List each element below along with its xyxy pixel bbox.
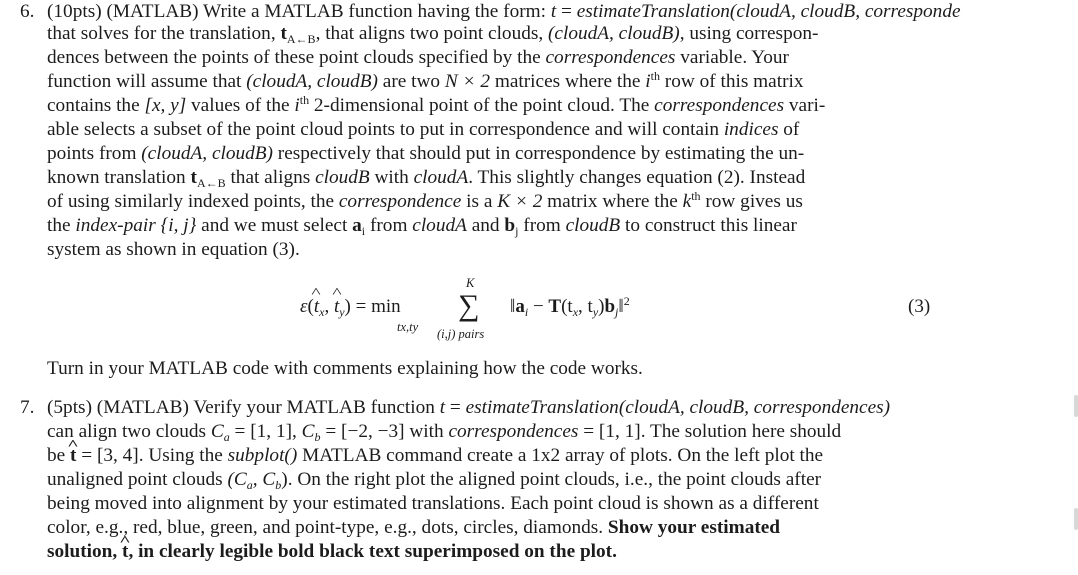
- paren: ): [598, 296, 605, 317]
- superscript: th: [299, 93, 310, 107]
- text: able selects a subset of the point cloud points to put in correspondence and will contain: [47, 119, 724, 140]
- text: be: [47, 445, 71, 466]
- norm: ‖: [618, 296, 624, 317]
- math: index-pair: [75, 215, 156, 236]
- math: K × 2: [497, 191, 543, 212]
- math: i: [645, 71, 651, 92]
- text: respectively that should put in correspondence by estimating the un-: [272, 143, 805, 164]
- t-hat-y: ^ t: [334, 296, 339, 318]
- minus: −: [528, 296, 549, 317]
- p6-l1-prefix: (10pts) (MATLAB) Write a MATLAB function having the form:: [47, 1, 551, 22]
- p6-line-6: [47, 118, 799, 142]
- a-vector: a: [352, 215, 362, 236]
- text: and we must select: [196, 215, 353, 236]
- text: ). On the right plot the aligned point clouds, i.e., the point clouds after: [281, 469, 822, 490]
- math: (C: [227, 469, 247, 490]
- math: {i, j}: [155, 215, 197, 236]
- text: the: [47, 215, 76, 236]
- subscript: a: [246, 478, 253, 492]
- text: , that aligns two point clouds,: [315, 23, 548, 44]
- math: cloudA: [413, 167, 469, 188]
- text: with: [369, 167, 414, 188]
- bold-text: solution,: [47, 541, 123, 562]
- p7-line-2: [47, 420, 841, 444]
- p7-line-1: [20, 396, 890, 420]
- equation-3: [300, 276, 940, 346]
- equation-label: (3): [908, 296, 931, 317]
- args: , t: [578, 296, 593, 317]
- text: variable. Your: [675, 47, 789, 68]
- p6-line-8: [47, 166, 805, 190]
- t-vector: t: [190, 167, 197, 188]
- text: of using similarly indexed points, the: [47, 191, 339, 212]
- text: is a: [461, 191, 498, 212]
- p6-line-9: [47, 190, 803, 214]
- min-operator: min: [371, 296, 401, 317]
- superscript: th: [650, 69, 660, 83]
- math: cloudB: [565, 215, 621, 236]
- subscript: a: [223, 430, 230, 444]
- text: dences between the points of these point clouds specified by the: [47, 47, 546, 68]
- subscript: A←B: [286, 32, 316, 46]
- text: can align two clouds: [47, 421, 211, 442]
- math: i: [294, 95, 300, 116]
- text: and: [466, 215, 505, 236]
- p6-l1-t: t: [550, 1, 557, 22]
- subscript: x: [572, 305, 579, 319]
- b-vector: b: [604, 296, 616, 317]
- text: known translation: [47, 167, 191, 188]
- args: (t: [561, 296, 573, 317]
- math: C: [210, 421, 224, 442]
- math: (cloudA, cloudB, correspondences): [618, 397, 891, 418]
- text: . This slightly changes equation (2). Instead: [468, 167, 806, 188]
- math: indices: [723, 119, 779, 140]
- norm: ‖: [510, 296, 516, 317]
- bold-text: Show your estimated: [607, 517, 781, 538]
- a-vector: a: [515, 296, 525, 317]
- subscript: i: [524, 305, 529, 319]
- p6-l1-func: estimateTranslation: [576, 1, 730, 22]
- min-subscript: tx,ty: [397, 320, 419, 334]
- t-vector: t: [280, 23, 287, 44]
- t-hat: ^ t: [122, 540, 128, 564]
- math: (cloudA, cloudB): [246, 71, 378, 92]
- text: =: [445, 397, 466, 418]
- sum-upper-limit: K: [466, 276, 475, 290]
- scroll-marker: [1074, 508, 1078, 530]
- p6-line-2: [47, 22, 818, 46]
- p6-line-7: [47, 142, 804, 166]
- math: (cloudA, cloudB): [548, 23, 680, 44]
- p6-number: 6.: [20, 1, 35, 22]
- equals: ) =: [344, 296, 372, 317]
- subscript: A←B: [196, 176, 226, 190]
- text: that solves for the translation,: [47, 23, 281, 44]
- math: cloudB: [315, 167, 370, 188]
- text: = [1, 1],: [229, 421, 302, 442]
- p6-l1-eq: =: [556, 1, 577, 22]
- turn-in-text: Turn in your MATLAB code with comments explaining how the code works.: [47, 358, 643, 379]
- math: correspondences: [545, 47, 676, 68]
- b-vector: b: [504, 215, 516, 236]
- text: values of the: [186, 95, 295, 116]
- math: correspondences: [448, 421, 579, 442]
- math: estimateTranslation: [465, 397, 619, 418]
- text: from: [518, 215, 566, 236]
- subscript: x: [319, 305, 325, 319]
- subscript: y: [339, 305, 345, 319]
- T-matrix: T: [548, 296, 562, 317]
- epsilon: ε: [300, 296, 308, 317]
- math: k: [682, 191, 692, 212]
- p7-line-5: being moved into alignment by your estimated translations. Each point cloud is shown as a different: [47, 493, 819, 514]
- p6-line-11: system as shown in equation (3).: [47, 239, 300, 260]
- p6-line-4: [47, 70, 804, 94]
- text: that aligns: [225, 167, 316, 188]
- p6-l1-args: (cloudA, cloudB, corresponde: [729, 1, 961, 22]
- math: correspondences: [654, 95, 785, 116]
- text: color, e.g., red, blue, green, and point-type, e.g., dots, circles, diamonds.: [47, 517, 608, 538]
- subscript: i: [361, 224, 366, 238]
- p6-line-5: [47, 94, 825, 118]
- math: , C: [252, 469, 276, 490]
- t-hat-x: ^ t: [314, 296, 319, 318]
- subscript: j: [615, 305, 619, 319]
- bold-text: , in clearly legible bold black text superimposed on the plot.: [128, 541, 617, 562]
- p6-line-1: [20, 0, 961, 24]
- text: 2-dimensional point of the point cloud. The: [309, 95, 655, 116]
- p7-number: 7.: [20, 397, 35, 418]
- p7-line-4: [47, 468, 821, 492]
- text: contains the: [47, 95, 145, 116]
- p7-line-7: [47, 540, 617, 564]
- math: N × 2: [444, 71, 491, 92]
- text: row gives us: [700, 191, 803, 212]
- subscript: j: [515, 224, 519, 238]
- text: points from: [47, 143, 142, 164]
- comma: ,: [324, 296, 334, 317]
- sum-lower-limit: (i,j) pairs: [437, 327, 485, 341]
- text: = [3, 4]. Using the: [76, 445, 228, 466]
- text: = [−2, −3] with: [320, 421, 449, 442]
- sum-symbol: ∑: [458, 289, 480, 322]
- text: from: [365, 215, 413, 236]
- p6-line-10: [47, 214, 797, 238]
- equation-lhs: [300, 296, 401, 318]
- text: , using correspon-: [679, 23, 819, 44]
- text: vari-: [784, 95, 826, 116]
- math: [x, y]: [144, 95, 187, 116]
- text: (5pts) (MATLAB) Verify your MATLAB function: [47, 397, 440, 418]
- p6-line-3: [47, 46, 789, 70]
- paren: (: [307, 296, 314, 317]
- math: correspondence: [338, 191, 462, 212]
- p7-line-6: [47, 516, 780, 540]
- scroll-marker: [1074, 395, 1078, 417]
- text: row of this matrix: [659, 71, 804, 92]
- code: subplot(): [227, 445, 298, 466]
- text: unaligned point clouds: [47, 469, 228, 490]
- p7-line-3: [47, 444, 823, 468]
- text: = [1, 1]. The solution here should: [578, 421, 842, 442]
- text: function will assume that: [47, 71, 247, 92]
- square: 2: [623, 294, 630, 308]
- math: C: [301, 421, 315, 442]
- text: MATLAB command create a 1x2 array of plots. On the left plot the: [297, 445, 824, 466]
- math: (cloudA, cloudB): [141, 143, 273, 164]
- subscript: y: [592, 305, 599, 319]
- subscript: b: [314, 430, 321, 444]
- text: matrices where the: [490, 71, 646, 92]
- math: t: [439, 397, 446, 418]
- superscript: th: [691, 189, 701, 203]
- text: to construct this linear: [620, 215, 797, 236]
- t-hat: ^ t: [70, 444, 76, 468]
- math: cloudA: [412, 215, 467, 236]
- equation-body: [510, 296, 630, 318]
- subscript: b: [275, 478, 282, 492]
- text: of: [778, 119, 800, 140]
- text: matrix where the: [542, 191, 683, 212]
- text: are two: [377, 71, 445, 92]
